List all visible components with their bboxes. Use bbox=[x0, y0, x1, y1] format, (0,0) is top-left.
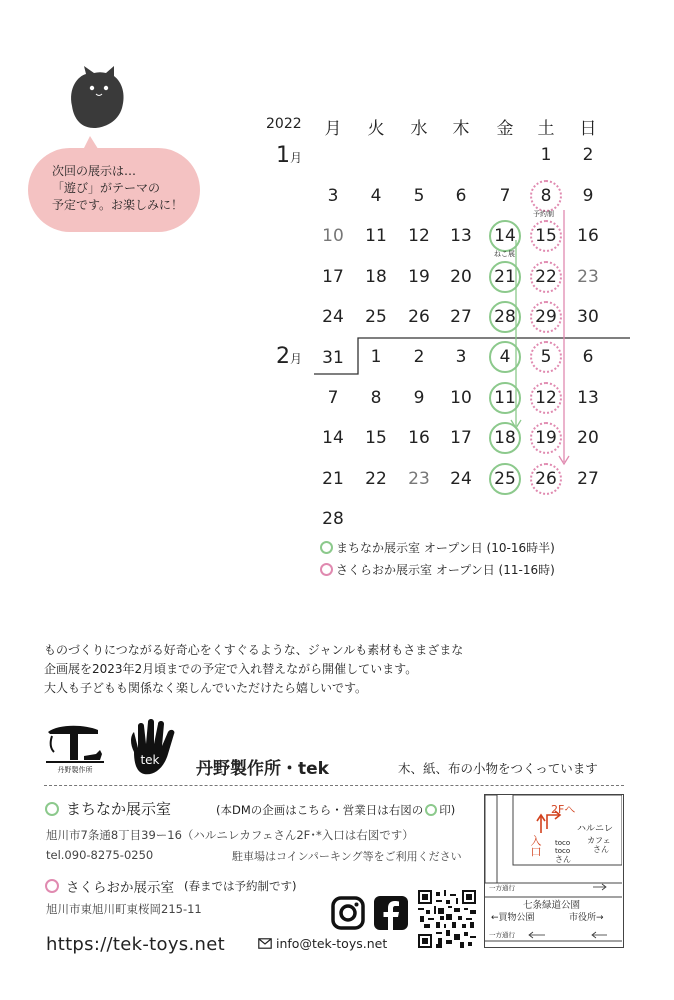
website-url[interactable]: https://tek-toys.net bbox=[46, 934, 225, 955]
access-map bbox=[484, 794, 624, 948]
calendar-day: 18 bbox=[494, 428, 516, 448]
map-shiyakusho: 市役所→ bbox=[569, 913, 604, 923]
calendar-day: 8 bbox=[370, 387, 382, 408]
calendar-day: 16 bbox=[577, 226, 599, 246]
calendar-day: 27 bbox=[577, 468, 599, 489]
month-boundary-line bbox=[312, 336, 632, 380]
speech-bubble-text bbox=[52, 163, 183, 214]
calendar-day: 5 bbox=[413, 185, 425, 206]
map-to-2f: 2Fへ bbox=[551, 803, 576, 816]
exhibition-period-arrows bbox=[500, 200, 580, 480]
calendar-day: 26 bbox=[535, 468, 557, 489]
calendar-day: 20 bbox=[450, 266, 472, 287]
calendar-day: 17 bbox=[450, 428, 472, 448]
mail-icon bbox=[258, 938, 272, 949]
calendar-day: 1 bbox=[540, 145, 552, 165]
calendar-day: 9 bbox=[582, 185, 594, 206]
calendar-day: 22 bbox=[365, 468, 387, 489]
calendar-day: 7 bbox=[499, 185, 511, 206]
facebook-icon[interactable] bbox=[374, 896, 408, 930]
intro-line: 大人も子どもも関係なく楽しんでいただけたら嬉しいです。 bbox=[44, 681, 368, 695]
bubble-line: 次回の展示は… bbox=[52, 164, 137, 178]
calendar-day: 11 bbox=[494, 387, 516, 408]
calendar-day: 17 bbox=[322, 266, 344, 287]
month-label-january bbox=[276, 143, 302, 168]
calendar-day: 19 bbox=[408, 266, 430, 287]
reservation-note: 予約制 bbox=[533, 210, 554, 218]
calendar-day: 8 bbox=[540, 185, 552, 206]
calendar-day: 4 bbox=[370, 185, 382, 206]
legend-sakuraoka-text: さくらおか展示室 オープン日 (11-16時) bbox=[336, 563, 555, 577]
calendar-day: 2 bbox=[582, 145, 594, 165]
calendar-day: 9 bbox=[413, 387, 425, 408]
calendar-day: 12 bbox=[408, 226, 430, 246]
green-circle-icon bbox=[45, 802, 59, 816]
intro-text bbox=[44, 641, 463, 698]
calendar-day: 21 bbox=[494, 266, 516, 287]
map-oneway-1: 一方通行 bbox=[489, 884, 515, 892]
intro-line: 企画展を2023年2月頃までの予定で入れ替えながら開催しています。 bbox=[44, 662, 418, 676]
month-number: 2 bbox=[276, 344, 290, 369]
legend-sakuraoka bbox=[320, 561, 555, 578]
calendar-day: 29 bbox=[535, 307, 557, 327]
calendar-day: 23 bbox=[577, 266, 599, 287]
bubble-line: 「遊び」がテーマの bbox=[52, 181, 161, 195]
brand-tagline: 木、紙、布の小物をつくっています bbox=[398, 761, 598, 776]
sakuraoka-title: さくらおか展示室 bbox=[66, 880, 174, 896]
machinaka-address: 旭川市7条通8丁目39ー16（ハルニレカフェさん2F･*入口は右図です） bbox=[46, 828, 414, 842]
calendar-day: 15 bbox=[535, 226, 557, 246]
map-entrance: 入口 bbox=[529, 835, 542, 857]
calendar-day: 30 bbox=[577, 307, 599, 327]
calendar-day: 31 bbox=[322, 347, 344, 368]
calendar-day: 25 bbox=[494, 468, 516, 489]
calendar-day: 21 bbox=[322, 468, 344, 489]
map-park: 七条緑道公園 bbox=[523, 900, 581, 911]
calendar-day: 18 bbox=[365, 266, 387, 287]
calendar-day: 12 bbox=[535, 387, 557, 408]
map-kaimono: ←買物公園 bbox=[491, 913, 535, 923]
pink-circle-icon bbox=[45, 879, 59, 893]
brand-name: 丹野製作所・tek bbox=[196, 759, 329, 779]
calendar-day: 6 bbox=[455, 185, 467, 206]
bubble-line: 予定です。お楽しみに！ bbox=[52, 198, 184, 212]
map-toco-2: toco bbox=[555, 847, 571, 855]
qr-code-graphic bbox=[418, 890, 476, 948]
calendar-day: 5 bbox=[540, 347, 552, 367]
instagram-icon[interactable] bbox=[331, 896, 365, 930]
machinaka-note bbox=[216, 802, 455, 818]
weekday-header: 水 bbox=[410, 119, 428, 139]
weekday-header: 火 bbox=[367, 119, 385, 139]
cat-illustration bbox=[64, 66, 128, 128]
weekday-header: 日 bbox=[579, 119, 597, 139]
calendar-day: 1 bbox=[370, 347, 382, 367]
calendar-day: 15 bbox=[365, 428, 387, 448]
calendar-day: 14 bbox=[322, 428, 344, 448]
calendar-day: 3 bbox=[455, 347, 467, 367]
intro-line: ものづくりにつながる好奇心をくすぐるような、ジャンルも素材もさまざまな bbox=[44, 643, 464, 657]
calendar-day: 13 bbox=[577, 387, 599, 408]
calendar-day: 28 bbox=[322, 509, 344, 529]
month-suffix: 月 bbox=[290, 352, 303, 366]
logo1-text: 丹野製作所 bbox=[57, 766, 93, 774]
weekday-header: 土 bbox=[537, 119, 555, 139]
calendar-day: 10 bbox=[322, 226, 344, 246]
logo2-text: tek bbox=[140, 753, 160, 767]
calendar-day: 22 bbox=[535, 266, 557, 287]
email-address[interactable]: info@tek-toys.net bbox=[276, 936, 388, 951]
sakuraoka-note: (春までは予約制です) bbox=[184, 879, 297, 893]
calendar-day: 23 bbox=[408, 468, 430, 489]
month-label-february bbox=[276, 344, 302, 369]
calendar-day: 13 bbox=[450, 226, 472, 246]
map-toco-1: toco bbox=[555, 839, 571, 847]
divider bbox=[44, 785, 624, 786]
qr-code-icon[interactable] bbox=[418, 890, 476, 948]
tanno-logo-icon bbox=[44, 722, 106, 774]
month-number: 1 bbox=[276, 143, 290, 168]
calendar-day: 24 bbox=[450, 468, 472, 489]
sakuraoka-address: 旭川市東旭川町東桜岡215-11 bbox=[46, 902, 202, 916]
calendar-day: 27 bbox=[450, 307, 472, 327]
calendar-day: 25 bbox=[365, 307, 387, 327]
pink-circle-icon bbox=[320, 563, 333, 576]
map-roads bbox=[485, 795, 622, 946]
month-suffix: 月 bbox=[290, 151, 303, 165]
calendar-day: 7 bbox=[327, 387, 339, 408]
calendar-day: 4 bbox=[499, 347, 511, 367]
calendar-day: 28 bbox=[494, 307, 516, 327]
machinaka-note-pre: (本DMの企画はこちら・営業日は右図の bbox=[216, 803, 424, 817]
parking-note: 駐車場はコインパーキング等をご利用ください bbox=[232, 850, 462, 863]
legend-machinaka bbox=[320, 539, 555, 556]
map-oneway-2: 一方通行 bbox=[489, 931, 515, 939]
tek-hand-logo-icon bbox=[124, 718, 180, 778]
calendar-day: 6 bbox=[582, 347, 594, 367]
calendar-day: 3 bbox=[327, 185, 339, 206]
machinaka-note-post: 印) bbox=[439, 803, 456, 817]
calendar-day: 19 bbox=[535, 428, 557, 448]
calendar-day: 2 bbox=[413, 347, 425, 367]
map-toco-san: さん bbox=[555, 855, 571, 864]
calendar-day: 24 bbox=[322, 307, 344, 327]
calendar-day: 10 bbox=[450, 387, 472, 408]
calendar-day: 14 bbox=[494, 226, 516, 246]
green-circle-icon bbox=[425, 804, 437, 816]
map-cafe-san: さん bbox=[593, 845, 609, 854]
legend-machinaka-text: まちなか展示室 オープン日 (10-16時半) bbox=[336, 541, 555, 555]
calendar-day: 26 bbox=[408, 307, 430, 327]
weekday-header: 月 bbox=[324, 119, 342, 139]
calendar-day: 11 bbox=[365, 226, 387, 246]
calendar-day: 20 bbox=[577, 428, 599, 448]
calendar-day: 16 bbox=[408, 428, 430, 448]
weekday-header: 金 bbox=[496, 119, 514, 139]
machinaka-tel: tel.090-8275-0250 bbox=[46, 848, 154, 862]
green-circle-icon bbox=[320, 541, 333, 554]
calendar-year: 2022 bbox=[266, 116, 302, 132]
machinaka-title: まちなか展示室 bbox=[66, 800, 172, 818]
map-cafe: カフェ bbox=[587, 836, 611, 845]
weekday-header: 木 bbox=[452, 119, 470, 139]
cat-show-note: ねこ展 bbox=[494, 250, 515, 258]
map-haruniere: ハルニレ bbox=[577, 824, 614, 834]
